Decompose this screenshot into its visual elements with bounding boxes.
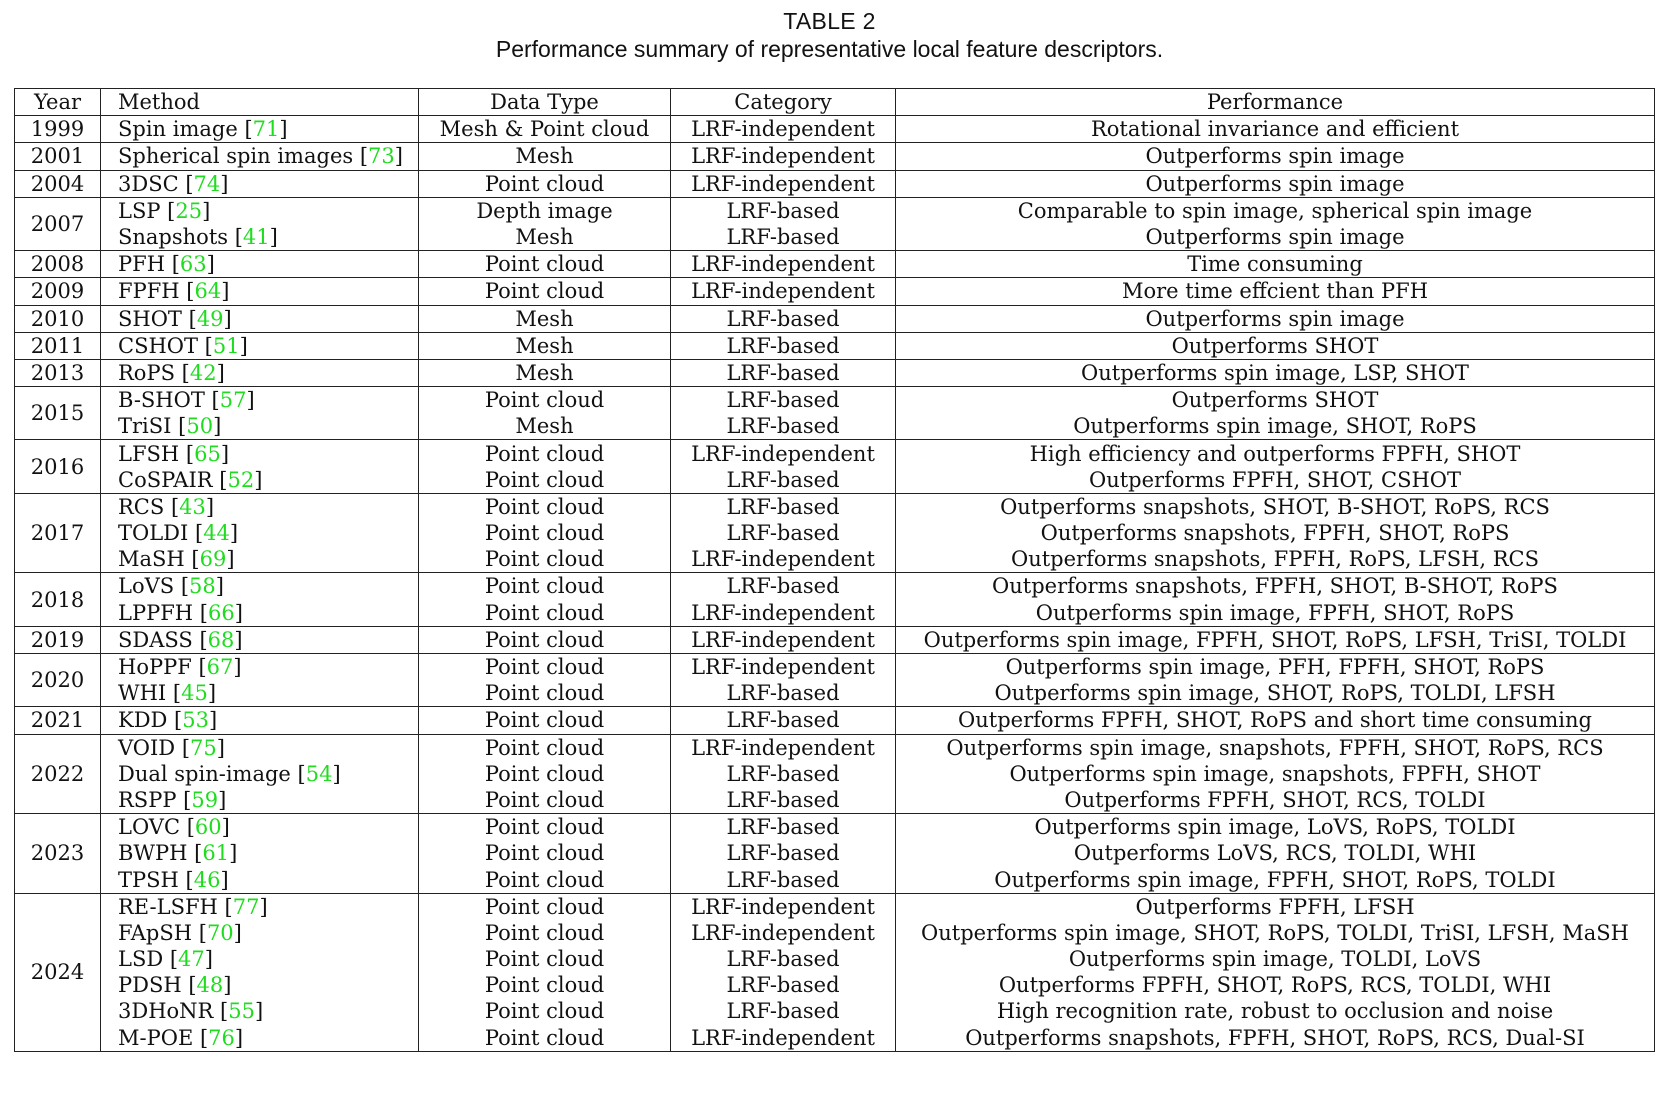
cell-year: 2007 — [15, 197, 101, 250]
method-name: VOID — [118, 735, 176, 760]
table-row — [15, 893, 1655, 920]
method-name: TriSI — [118, 414, 172, 439]
table-row — [15, 197, 1655, 224]
citation-link[interactable]: 54 — [305, 761, 333, 786]
cell-category: LRF-based — [671, 332, 896, 359]
citation-link[interactable]: 67 — [206, 655, 234, 680]
method-name: MaSH — [118, 547, 185, 572]
cell-year: 2011 — [15, 332, 101, 359]
cell-method: LoVS [58] — [101, 573, 419, 600]
cell-category: LRF-independent — [671, 920, 896, 946]
cell-data-type: Mesh — [419, 224, 671, 251]
header-row — [15, 89, 1655, 116]
cell-method: LFSH [65] — [101, 440, 419, 467]
cell-category: LRF-based — [671, 866, 896, 893]
cell-method: SHOT [49] — [101, 305, 419, 332]
table-label: TABLE 2 — [783, 8, 876, 34]
cell-category: LRF-independent — [671, 600, 896, 627]
cell-performance: Outperforms spin image, FPFH, SHOT, RoPS, TOLDI — [896, 866, 1655, 893]
citation-link[interactable]: 60 — [194, 815, 222, 840]
citation-link[interactable]: 48 — [196, 973, 224, 998]
cell-year: 2019 — [15, 626, 101, 653]
citation-link[interactable]: 77 — [232, 894, 260, 919]
citation-link[interactable]: 25 — [175, 198, 203, 223]
cell-method: Spin image [71] — [101, 116, 419, 143]
table-row — [15, 600, 1655, 627]
cell-year: 2016 — [15, 440, 101, 493]
cell-data-type: Point cloud — [419, 866, 671, 893]
cell-performance: Outperforms SHOT — [896, 332, 1655, 359]
cell-performance: Outperforms spin image, LoVS, RoPS, TOLDI — [896, 814, 1655, 841]
cell-method: LPPFH [66] — [101, 600, 419, 627]
table-row — [15, 707, 1655, 734]
cell-data-type: Mesh — [419, 359, 671, 386]
citation-link[interactable]: 61 — [202, 841, 230, 866]
table-body — [15, 116, 1655, 1052]
citation-link[interactable]: 74 — [193, 171, 221, 196]
cell-performance: More time effcient than PFH — [896, 278, 1655, 305]
table-row — [15, 998, 1655, 1024]
cell-year: 2004 — [15, 170, 101, 197]
citation-link[interactable]: 58 — [189, 574, 216, 599]
cell-method: LOVC [60] — [101, 814, 419, 841]
cell-category: LRF-based — [671, 520, 896, 546]
table-row — [15, 116, 1655, 143]
cell-method: TOLDI [44] — [101, 520, 419, 546]
cell-performance: Outperforms spin image, SHOT, RoPS, TOLDI, LFSH — [896, 680, 1655, 707]
cell-data-type: Depth image — [419, 197, 671, 224]
cell-performance: Outperforms spin image — [896, 170, 1655, 197]
cell-category: LRF-independent — [671, 170, 896, 197]
cell-data-type: Point cloud — [419, 814, 671, 841]
cell-performance: Outperforms snapshots, SHOT, B-SHOT, RoPS, RCS — [896, 493, 1655, 520]
table-row — [15, 332, 1655, 359]
cell-category: LRF-based — [671, 305, 896, 332]
cell-method: WHI [45] — [101, 680, 419, 707]
cell-method: B-SHOT [57] — [101, 387, 419, 414]
method-name: PFH — [118, 252, 166, 277]
table-row — [15, 413, 1655, 440]
cell-data-type: Point cloud — [419, 1025, 671, 1052]
citation-link[interactable]: 52 — [227, 467, 255, 492]
cell-method: TPSH [46] — [101, 866, 419, 893]
cell-category: LRF-based — [671, 413, 896, 440]
table-row — [15, 359, 1655, 386]
table-row — [15, 840, 1655, 866]
citation-link[interactable]: 43 — [179, 494, 206, 519]
cell-performance: High recognition rate, robust to occlusion and noise — [896, 998, 1655, 1024]
cell-data-type: Mesh — [419, 332, 671, 359]
cell-year: 2008 — [15, 251, 101, 278]
table-row — [15, 1025, 1655, 1052]
cell-method: PDSH [48] — [101, 972, 419, 998]
method-name: BWPH — [118, 841, 188, 866]
cell-performance: Outperforms spin image — [896, 143, 1655, 170]
cell-performance: Outperforms spin image — [896, 305, 1655, 332]
header-category: Category — [671, 89, 896, 116]
cell-method: SDASS [68] — [101, 626, 419, 653]
method-name: HoPPF — [118, 655, 192, 680]
citation-link[interactable]: 64 — [194, 279, 222, 304]
cell-year: 2020 — [15, 653, 101, 706]
table-row — [15, 866, 1655, 893]
cell-performance: Outperforms FPFH, SHOT, RCS, TOLDI — [896, 787, 1655, 814]
cell-data-type: Point cloud — [419, 787, 671, 814]
cell-performance: Outperforms FPFH, SHOT, RoPS and short time consuming — [896, 707, 1655, 734]
cell-performance: Outperforms spin image — [896, 224, 1655, 251]
cell-data-type: Point cloud — [419, 170, 671, 197]
cell-performance: High efficiency and outperforms FPFH, SHOT — [896, 440, 1655, 467]
cell-data-type: Point cloud — [419, 998, 671, 1024]
cell-data-type: Point cloud — [419, 972, 671, 998]
cell-category: LRF-independent — [671, 143, 896, 170]
table-row — [15, 626, 1655, 653]
cell-year: 2009 — [15, 278, 101, 305]
cell-performance: Outperforms snapshots, FPFH, SHOT, RoPS, RCS, Dual-SI — [896, 1025, 1655, 1052]
cell-category: LRF-independent — [671, 653, 896, 680]
method-name: WHI — [118, 681, 167, 706]
cell-category: LRF-based — [671, 573, 896, 600]
table-row — [15, 946, 1655, 972]
cell-method: BWPH [61] — [101, 840, 419, 866]
cell-performance: Outperforms FPFH, SHOT, CSHOT — [896, 467, 1655, 494]
cell-data-type: Point cloud — [419, 946, 671, 972]
method-name: SHOT — [118, 306, 182, 331]
cell-category: LRF-based — [671, 197, 896, 224]
cell-category: LRF-based — [671, 387, 896, 414]
cell-method: LSP [25] — [101, 197, 419, 224]
cell-data-type: Point cloud — [419, 546, 671, 573]
cell-performance: Outperforms snapshots, FPFH, RoPS, LFSH, RCS — [896, 546, 1655, 573]
cell-performance: Outperforms spin image, FPFH, SHOT, RoPS, LFSH, TriSI, TOLDI — [896, 626, 1655, 653]
cell-performance: Rotational invariance and efficient — [896, 116, 1655, 143]
cell-year: 2021 — [15, 707, 101, 734]
method-name: FPFH — [118, 279, 180, 304]
method-name: 3DHoNR — [118, 999, 214, 1024]
cell-method: RE-LSFH [77] — [101, 893, 419, 920]
cell-performance: Outperforms spin image, FPFH, SHOT, RoPS — [896, 600, 1655, 627]
citation-link[interactable]: 75 — [190, 735, 217, 760]
citation-link[interactable]: 68 — [207, 627, 235, 652]
citation-link[interactable]: 50 — [186, 414, 214, 439]
cell-data-type: Point cloud — [419, 626, 671, 653]
table-row — [15, 251, 1655, 278]
header-method: Method — [101, 89, 419, 116]
cell-performance: Time consuming — [896, 251, 1655, 278]
cell-category: LRF-based — [671, 493, 896, 520]
cell-data-type: Point cloud — [419, 680, 671, 707]
method-name: TOLDI — [118, 521, 189, 546]
cell-year: 2023 — [15, 814, 101, 894]
cell-performance: Outperforms snapshots, FPFH, SHOT, B-SHOT, RoPS — [896, 573, 1655, 600]
table-row — [15, 546, 1655, 573]
cell-category: LRF-independent — [671, 734, 896, 761]
cell-performance: Outperforms spin image, TOLDI, LoVS — [896, 946, 1655, 972]
cell-category: LRF-based — [671, 359, 896, 386]
cell-method: TriSI [50] — [101, 413, 419, 440]
table-caption: Performance summary of representative local feature descriptors. — [495, 36, 1164, 62]
table-row — [15, 387, 1655, 414]
cell-year: 2015 — [15, 387, 101, 440]
table-row — [15, 440, 1655, 467]
citation-link[interactable]: 41 — [242, 225, 270, 250]
cell-year: 2001 — [15, 143, 101, 170]
method-name: RCS — [118, 494, 165, 519]
citation-link[interactable]: 53 — [182, 708, 209, 733]
table-row — [15, 520, 1655, 546]
method-name: LSP — [118, 198, 161, 223]
cell-category: LRF-independent — [671, 440, 896, 467]
cell-method: VOID [75] — [101, 734, 419, 761]
cell-data-type: Point cloud — [419, 573, 671, 600]
cell-year: 2018 — [15, 573, 101, 626]
citation-link[interactable]: 57 — [219, 388, 247, 413]
cell-method: HoPPF [67] — [101, 653, 419, 680]
cell-method: RoPS [42] — [101, 359, 419, 386]
cell-year: 2022 — [15, 734, 101, 814]
cell-year: 2017 — [15, 493, 101, 573]
method-name: Spin image — [118, 117, 238, 142]
table-row — [15, 680, 1655, 707]
method-name: LSD — [118, 947, 164, 972]
method-name: RSPP — [118, 787, 177, 812]
table-row — [15, 920, 1655, 946]
cell-data-type: Point cloud — [419, 734, 671, 761]
cell-category: LRF-based — [671, 680, 896, 707]
citation-link[interactable]: 59 — [191, 787, 219, 812]
table-row — [15, 653, 1655, 680]
method-name: SDASS — [118, 627, 193, 652]
cell-performance: Outperforms spin image, snapshots, FPFH, SHOT — [896, 761, 1655, 787]
cell-performance: Outperforms snapshots, FPFH, SHOT, RoPS — [896, 520, 1655, 546]
cell-method: CoSPAIR [52] — [101, 467, 419, 494]
cell-category: LRF-independent — [671, 893, 896, 920]
cell-data-type: Mesh & Point cloud — [419, 116, 671, 143]
method-name: 3DSC — [118, 171, 179, 196]
cell-category: LRF-based — [671, 761, 896, 787]
cell-data-type: Point cloud — [419, 251, 671, 278]
cell-method: RCS [43] — [101, 493, 419, 520]
cell-method: Dual spin-image [54] — [101, 761, 419, 787]
table-row — [15, 467, 1655, 494]
table-row — [15, 493, 1655, 520]
cell-data-type: Point cloud — [419, 520, 671, 546]
cell-year: 2013 — [15, 359, 101, 386]
citation-link[interactable]: 66 — [207, 600, 235, 625]
cell-method: 3DHoNR [55] — [101, 998, 419, 1024]
header-performance: Performance — [896, 89, 1655, 116]
cell-category: LRF-based — [671, 998, 896, 1024]
cell-method: MaSH [69] — [101, 546, 419, 573]
cell-performance: Outperforms spin image, snapshots, FPFH, SHOT, RoPS, RCS — [896, 734, 1655, 761]
cell-year: 1999 — [15, 116, 101, 143]
cell-method: RSPP [59] — [101, 787, 419, 814]
method-name: LFSH — [118, 441, 180, 466]
table-row — [15, 814, 1655, 841]
method-name: PDSH — [118, 973, 182, 998]
cell-category: LRF-based — [671, 224, 896, 251]
citation-link[interactable]: 63 — [179, 252, 207, 277]
method-name: LPPFH — [118, 600, 194, 625]
method-name: RoPS — [118, 360, 175, 385]
cell-data-type: Mesh — [419, 413, 671, 440]
cell-data-type: Point cloud — [419, 493, 671, 520]
cell-data-type: Point cloud — [419, 440, 671, 467]
cell-method: LSD [47] — [101, 946, 419, 972]
citation-link[interactable]: 55 — [228, 999, 255, 1024]
cell-method: Snapshots [41] — [101, 224, 419, 251]
citation-link[interactable]: 65 — [194, 441, 221, 466]
citation-link[interactable]: 73 — [368, 144, 395, 169]
cell-data-type: Point cloud — [419, 467, 671, 494]
cell-method: Spherical spin images [73] — [101, 143, 419, 170]
method-name: Dual spin-image — [118, 761, 291, 786]
citation-link[interactable]: 42 — [189, 360, 217, 385]
cell-data-type: Mesh — [419, 143, 671, 170]
method-name: KDD — [118, 708, 168, 733]
table-row — [15, 170, 1655, 197]
cell-data-type: Point cloud — [419, 387, 671, 414]
method-name: FApSH — [118, 920, 193, 945]
citation-link[interactable]: 44 — [203, 521, 230, 546]
citation-link[interactable]: 47 — [178, 947, 205, 972]
cell-performance: Outperforms spin image, PFH, FPFH, SHOT, RoPS — [896, 653, 1655, 680]
method-name: B-SHOT — [118, 388, 205, 413]
cell-category: LRF-based — [671, 972, 896, 998]
cell-performance: Outperforms FPFH, LFSH — [896, 893, 1655, 920]
method-name: LoVS — [118, 574, 175, 599]
cell-performance: Outperforms LoVS, RCS, TOLDI, WHI — [896, 840, 1655, 866]
method-name: CSHOT — [118, 333, 198, 358]
table-row — [15, 573, 1655, 600]
cell-performance: Outperforms spin image, LSP, SHOT — [896, 359, 1655, 386]
method-name: RE-LSFH — [118, 894, 218, 919]
cell-method: 3DSC [74] — [101, 170, 419, 197]
cell-year: 2024 — [15, 893, 101, 1051]
cell-category: LRF-independent — [671, 278, 896, 305]
cell-category: LRF-independent — [671, 626, 896, 653]
method-name: Spherical spin images — [118, 144, 354, 169]
cell-category: LRF-based — [671, 946, 896, 972]
table-row — [15, 143, 1655, 170]
cell-data-type: Point cloud — [419, 761, 671, 787]
cell-data-type: Point cloud — [419, 600, 671, 627]
citation-link[interactable]: 45 — [181, 681, 208, 706]
cell-data-type: Point cloud — [419, 893, 671, 920]
table-row — [15, 734, 1655, 761]
cell-method: FApSH [70] — [101, 920, 419, 946]
cell-data-type: Point cloud — [419, 707, 671, 734]
citation-link[interactable]: 76 — [208, 1025, 235, 1050]
cell-year: 2010 — [15, 305, 101, 332]
citation-link[interactable]: 49 — [196, 306, 224, 331]
cell-category: LRF-based — [671, 467, 896, 494]
method-name: M-POE — [118, 1025, 194, 1050]
cell-data-type: Point cloud — [419, 920, 671, 946]
cell-data-type: Point cloud — [419, 653, 671, 680]
citation-link[interactable]: 71 — [252, 117, 280, 142]
citation-link[interactable]: 69 — [199, 547, 227, 572]
method-name: TPSH — [118, 867, 179, 892]
cell-method: FPFH [64] — [101, 278, 419, 305]
cell-category: LRF-independent — [671, 1025, 896, 1052]
cell-category: LRF-based — [671, 814, 896, 841]
cell-category: LRF-independent — [671, 251, 896, 278]
cell-category: LRF-based — [671, 787, 896, 814]
cell-method: M-POE [76] — [101, 1025, 419, 1052]
cell-data-type: Point cloud — [419, 278, 671, 305]
cell-performance: Outperforms FPFH, SHOT, RoPS, RCS, TOLDI, WHI — [896, 972, 1655, 998]
cell-category: LRF-independent — [671, 116, 896, 143]
cell-performance: Outperforms spin image, SHOT, RoPS — [896, 413, 1655, 440]
cell-category: LRF-based — [671, 707, 896, 734]
cell-category: LRF-based — [671, 840, 896, 866]
table-row — [15, 278, 1655, 305]
cell-performance: Outperforms SHOT — [896, 387, 1655, 414]
cell-data-type: Point cloud — [419, 840, 671, 866]
citation-link[interactable]: 70 — [206, 920, 234, 945]
table-row — [15, 972, 1655, 998]
cell-category: LRF-independent — [671, 546, 896, 573]
cell-data-type: Mesh — [419, 305, 671, 332]
table-row — [15, 224, 1655, 251]
table-row — [15, 787, 1655, 814]
cell-method: CSHOT [51] — [101, 332, 419, 359]
method-name: Snapshots — [118, 225, 229, 250]
cell-method: PFH [63] — [101, 251, 419, 278]
method-name: CoSPAIR — [118, 467, 213, 492]
cell-performance: Comparable to spin image, spherical spin image — [896, 197, 1655, 224]
table-row — [15, 305, 1655, 332]
method-name: LOVC — [118, 815, 181, 840]
cell-method: KDD [53] — [101, 707, 419, 734]
citation-link[interactable]: 46 — [193, 867, 221, 892]
cell-performance: Outperforms spin image, SHOT, RoPS, TOLDI, TriSI, LFSH, MaSH — [896, 920, 1655, 946]
citation-link[interactable]: 51 — [212, 333, 240, 358]
table-row — [15, 761, 1655, 787]
header-data-type: Data Type — [419, 89, 671, 116]
header-year: Year — [15, 89, 101, 116]
descriptor-table — [14, 88, 1655, 1052]
